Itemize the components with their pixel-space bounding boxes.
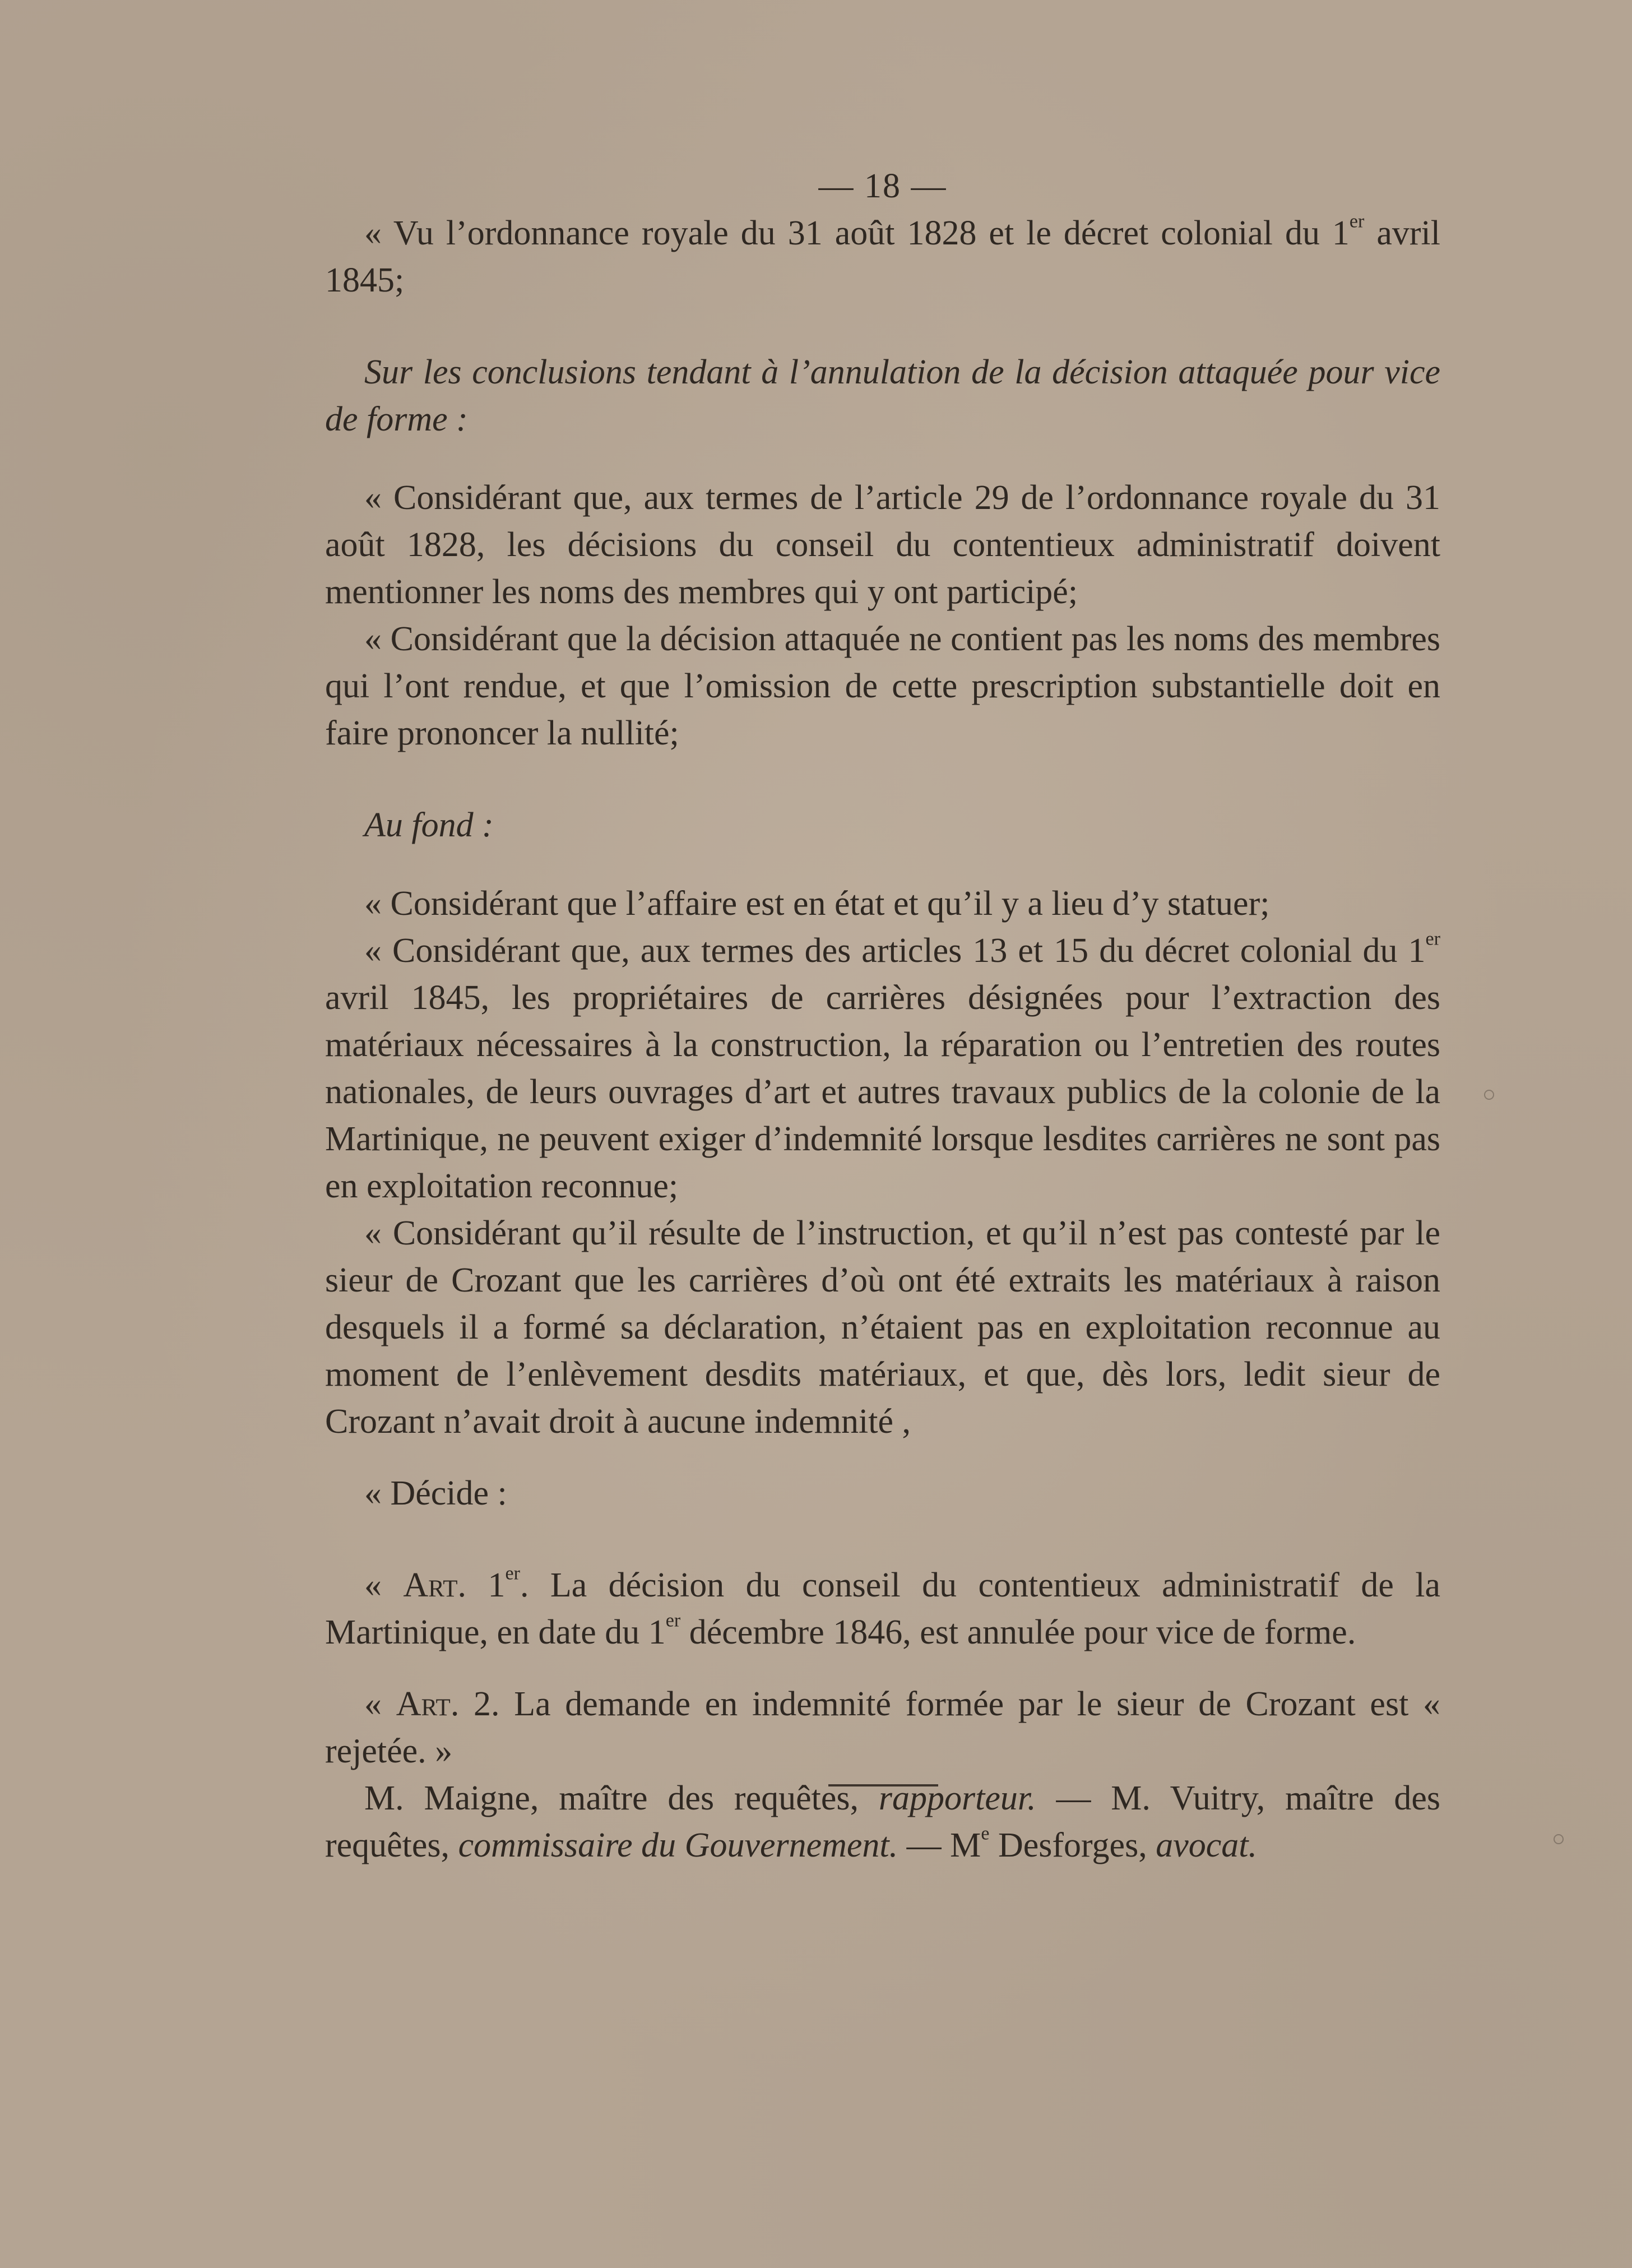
- heading-au-fond: Au fond :: [364, 806, 494, 844]
- text-run: décembre 1846, est annulée pour vice de forme.: [680, 1613, 1356, 1651]
- text-run: Desforges,: [989, 1826, 1156, 1864]
- document-body: [325, 163, 1440, 1869]
- superscript: e: [981, 1823, 990, 1844]
- article-1: [325, 1562, 1440, 1656]
- role-avocat: avocat.: [1156, 1826, 1257, 1864]
- text-run: avril 1845, les propriétaires de carrières désignées pour l’extraction des matériaux nécessaires à la construction, la réparation ou l’entretien des routes nationales, de leurs ouvrages d’art et autres travaux publics de la colonie de la Martinique, ne peuvent exiger d’indemnité lorsque lesdites carrières ne sont pas en exploitation reconnue;: [325, 979, 1440, 1205]
- article-label: Art.: [403, 1566, 467, 1604]
- text-run: «: [364, 1566, 404, 1604]
- superscript: er: [1349, 211, 1365, 232]
- paragraph-considerant-2: « Considérant que la décision attaquée ne contient pas les noms des membres qui l’ont rendue, et que l’omission de cette prescription substantielle doit en faire prononcer la nullité;: [325, 620, 1440, 752]
- text-run: — M: [898, 1826, 981, 1864]
- paragraph-considerant-4: [325, 927, 1440, 1210]
- text-run: M. Maigne, maître des requêtes,: [364, 1779, 879, 1817]
- article-2: [325, 1681, 1440, 1775]
- paragraph-considerant-3: « Considérant que l’affaire est en état et qu’il y a lieu d’y statuer;: [364, 885, 1270, 923]
- role-rapporteur: rapporteur.: [878, 1779, 1036, 1817]
- superscript: er: [1425, 928, 1440, 950]
- signatures: [325, 1775, 1440, 1869]
- text-run: 2. La demande en indemnité formée par le sieur de Crozant est « rejetée. »: [325, 1685, 1440, 1770]
- paper-speck: [1484, 1090, 1494, 1100]
- paragraph-considerant-5: « Considérant qu’il résulte de l’instruction, et qu’il n’est pas contesté par le sieur de Crozant que les carrières d’où ont été extraits les matériaux à raison desquels il a formé sa déclaration, n’étaient pas en exploitation reconnue au moment de l’enlèvement desdits matériaux, et que, dès lors, ledit sieur de Crozant n’avait droit à aucune indemnité ,: [325, 1214, 1440, 1441]
- paragraph-decide: « Décide :: [364, 1474, 507, 1512]
- text-run: 1: [466, 1566, 506, 1604]
- text-run: « Vu l’ordonnance royale du 31 août 1828 et le décret colonial du 1: [364, 214, 1350, 252]
- heading-forme: Sur les conclusions tendant à l’annulation de la décision attaquée pour vice de forme :: [325, 353, 1440, 438]
- superscript: er: [665, 1610, 681, 1631]
- text-run: «: [364, 1685, 396, 1723]
- text-run: avril 1845;: [325, 214, 1440, 299]
- article-label: Art.: [396, 1685, 460, 1723]
- paragraph-vu: [325, 210, 1440, 304]
- text-run: . La décision du conseil du contentieux administratif de la Martinique, en date du 1: [325, 1566, 1440, 1651]
- closing-rule: [828, 1784, 938, 1786]
- text-run: « Considérant que, aux termes des articles 13 et 15 du décret colonial du 1: [364, 932, 1426, 970]
- page-number: — 18 —: [818, 167, 947, 205]
- text-run: — M. Vuitry, maître des requêtes,: [325, 1779, 1440, 1864]
- paragraph-considerant-1: « Considérant que, aux termes de l’article 29 de l’ordonnance royale du 31 août 1828, les décisions du conseil du contentieux administratif doivent mentionner les noms des membres qui y ont participé;: [325, 479, 1440, 611]
- superscript: er: [505, 1563, 520, 1584]
- paper-speck: [1554, 1834, 1564, 1844]
- role-commissaire: commissaire du Gouvernement.: [458, 1826, 898, 1864]
